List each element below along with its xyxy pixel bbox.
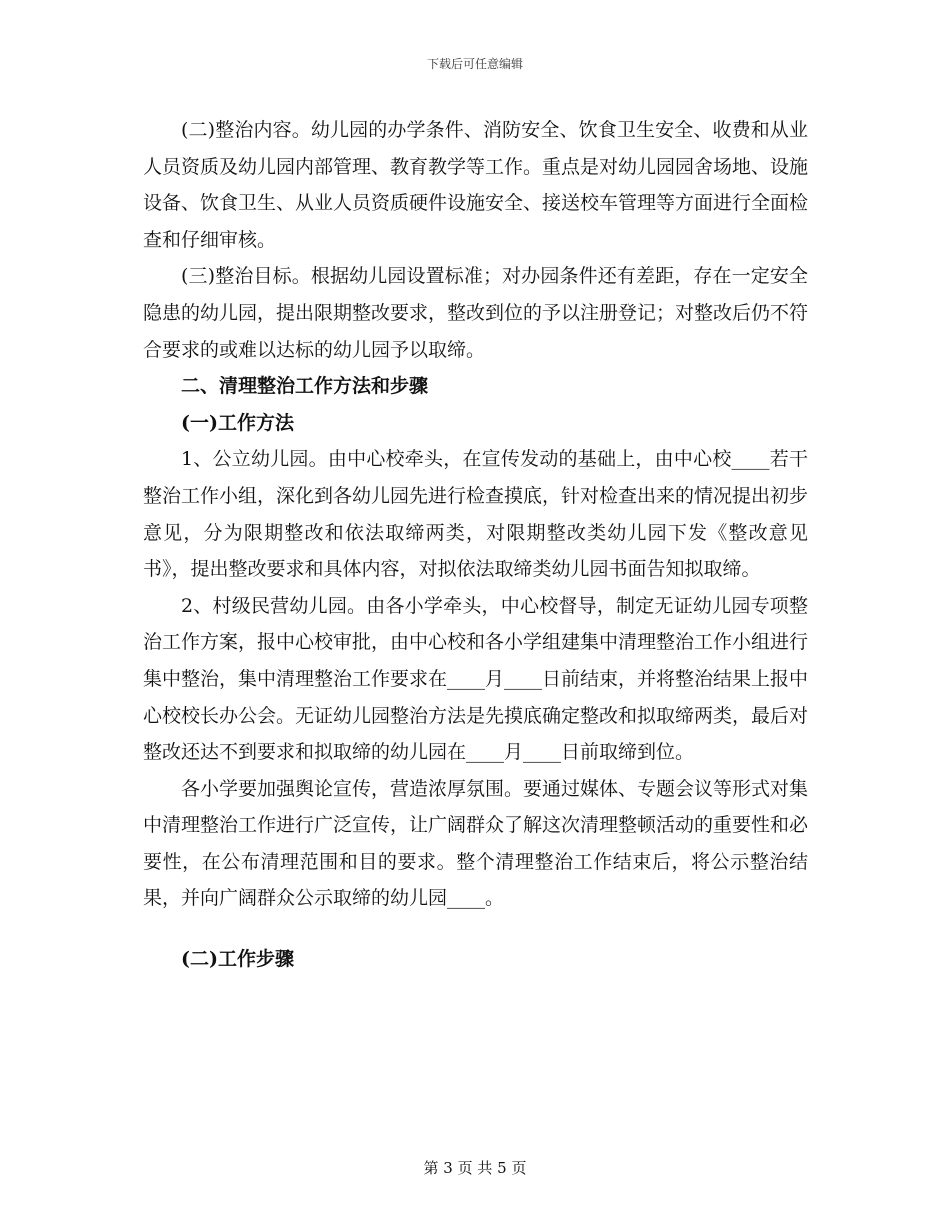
paragraph-rectification-goal: (三)整治目标。根据幼儿园设置标准；对办园条件还有差距，存在一定安全隐患的幼儿园，提出限期整改要求，整改到位的予以注册登记；对整改后仍不符合要求的或难以达标的幼儿园予以取缔。 <box>143 265 809 361</box>
paragraph-rectification-content: (二)整治内容。幼儿园的办学条件、消防安全、饮食卫生安全、收费和从业人员资质及幼儿园内部管理、教育教学等工作。重点是对幼儿园园舍场地、设施设备、饮食卫生、从业人员资质硬件设施安全、接送校车管理等方面进行全面检查和仔细审核。 <box>143 119 809 251</box>
page-header: 下载后可任意编辑 <box>426 57 523 71</box>
section-heading-methods-steps: 二、清理整治工作方法和步骤 <box>181 375 429 398</box>
document-body <box>143 112 808 978</box>
page-footer: 第 3 页 共 5 页 <box>423 1159 527 1177</box>
subsection-heading-steps: (二)工作步骤 <box>181 948 294 971</box>
subsection-heading-methods: (一)工作方法 <box>181 411 294 434</box>
paragraph-publicity: 各小学要加强舆论宣传，营造浓厚氛围。要通过媒体、专题会议等形式对集中清理整治工作进行广泛宣传，让广阔群众了解这次清理整顿活动的重要性和必要性，在公布清理范围和目的要求。整个清理整治工作结束后，将公示整治结果，并向广阔群众公示取缔的幼儿园____。 <box>143 777 809 910</box>
paragraph-village-private-kindergartens: 2、村级民营幼儿园。由各小学牵头，中心校督导，制定无证幼儿园专项整治工作方案，报中心校审批，由中心校和各小学组建集中清理整治工作小组进行集中整治，集中清理整治工作要求在____月____日前结束，并将整治结果上报中心校校长办公会。无证幼儿园整治方法是先摸底确定整改和拟取缔两类，最后对整改还达不到要求和拟取缔的幼儿园在____月____日前取缔到位。 <box>143 594 809 764</box>
paragraph-public-kindergartens: 1、公立幼儿园。由中心校牵头，在宣传发动的基础上，由中心校____若干整治工作小组，深化到各幼儿园先进行检查摸底，针对检查出来的情况提出初步意见，分为限期整改和依法取缔两类，对限期整改类幼儿园下发《整改意见书》，提出整改要求和具体内容，对拟依法取缔类幼儿园书面告知拟取缔。 <box>143 448 809 581</box>
